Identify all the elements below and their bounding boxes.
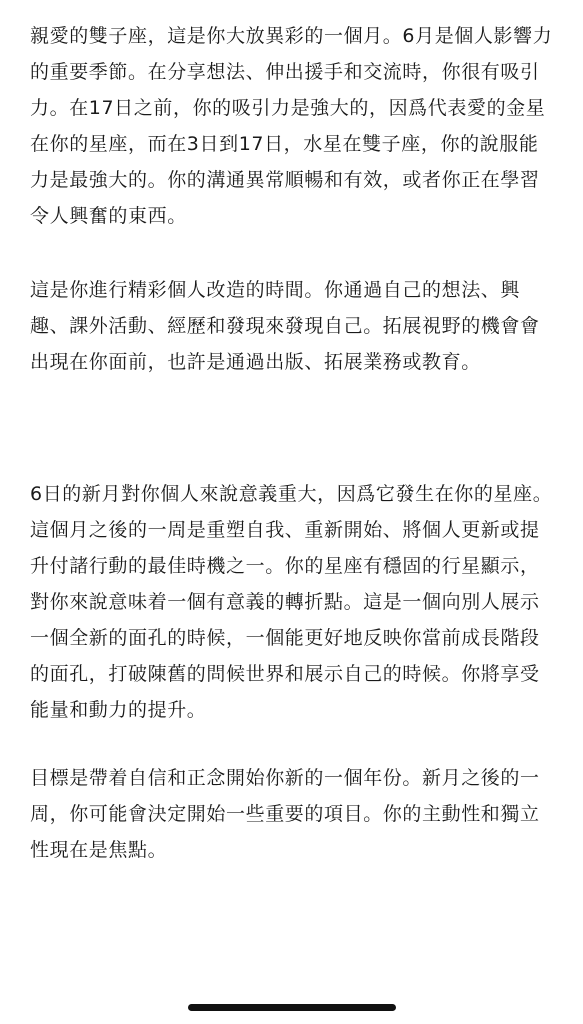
- article-body: [30, 18, 557, 868]
- article-paragraph: 親愛的雙子座，這是你大放異彩的一個月。6月是個人影響力的重要季節。在分享想法、伸出援手和交流時，你很有吸引力。在17日之前，你的吸引力是強大的，因爲代表愛的金星在你的星座，而在3日到17日，水星在雙子座，你的說服能力是最強大的。你的溝通異常順暢和有效，或者你正在學習令人興奮的東西。: [30, 25, 553, 227]
- article-paragraph: 目標是帶着自信和正念開始你新的一個年份。新月之後的一周，你可能會決定開始一些重要的項目。你的主動性和獨立性現在是焦點。: [30, 767, 540, 861]
- paragraph-spacer: [30, 234, 557, 272]
- home-indicator[interactable]: [188, 1004, 396, 1011]
- article-paragraph: 這是你進行精彩個人改造的時間。你通過自己的想法、興趣、課外活動、經歷和發現來發現自己。拓展視野的機會會出現在你面前，也許是通過出版、拓展業務或教育。: [30, 279, 540, 373]
- paragraph-spacer: [30, 728, 557, 760]
- paragraph-spacer: [30, 380, 557, 476]
- article-paragraph: 6日的新月對你個人來說意義重大，因爲它發生在你的星座。這個月之後的一周是重塑自我、重新開始、將個人更新或提升付諸行動的最佳時機之一。你的星座有穩固的行星顯示，對你來說意味着一個有意義的轉折點。這是一個向別人展示一個全新的面孔的時候，一個能更好地反映你當前成長階段的面孔，打破陳舊的問候世界和展示自己的時候。你將享受能量和動力的提升。: [30, 483, 553, 721]
